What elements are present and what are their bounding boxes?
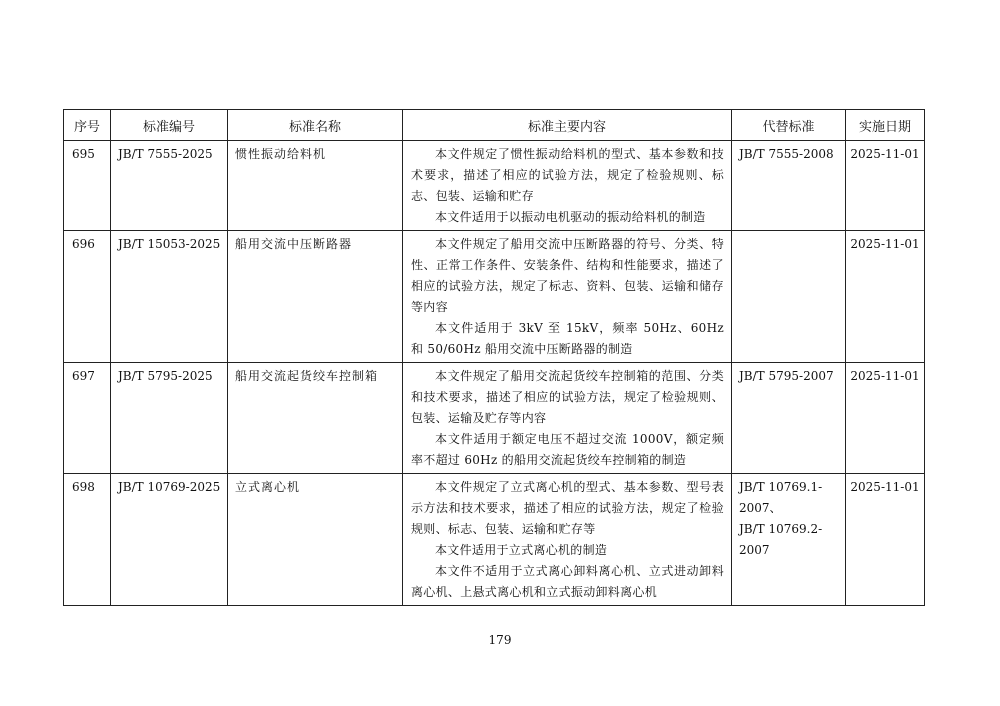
header-row [64, 110, 925, 141]
row-content [403, 141, 731, 230]
content-paragraph: 本文件规定了惯性振动给料机的型式、基本参数和技术要求，描述了相应的试验方法，规定了检验规则、标志、包装、运输和贮存 [411, 147, 724, 203]
row-seq: 698 [72, 480, 95, 494]
header-name: 标准名称 [228, 110, 403, 141]
content-paragraph: 本文件规定了船用交流中压断路器的符号、分类、特性、正常工作条件、安装条件、结构和性能要求，描述了相应的试验方法，规定了标志、资料、包装、运输和储存等内容 [411, 237, 724, 314]
row-standard-name: 惯性振动给料机 [235, 147, 327, 161]
row-standard-name: 立式离心机 [235, 480, 301, 494]
page-number: 179 [488, 633, 512, 647]
row-content [403, 474, 731, 605]
row-content [403, 363, 731, 473]
header-replaces: 代替标准 [732, 110, 846, 141]
replaced-standard: JB/T 7555-2008 [739, 147, 834, 161]
content-paragraph: 本文件适用于立式离心机的制造 [435, 543, 608, 557]
row-standard-code: JB/T 7555-2025 [118, 147, 213, 161]
row-seq: 696 [72, 237, 95, 251]
content-paragraph: 本文件适用于额定电压不超过交流 1000V，额定频率不超过 60Hz 的船用交流起货绞车控制箱的制造 [411, 432, 724, 467]
row-replaces [732, 141, 845, 165]
row-standard-code: JB/T 10769-2025 [118, 480, 221, 494]
table-row [64, 363, 925, 474]
row-effective-date: 2025-11-01 [850, 237, 920, 251]
content-paragraph: 本文件不适用于立式离心卸料离心机、立式进动卸料离心机、上悬式离心机和立式振动卸料离心机 [411, 564, 724, 599]
replaced-standard: JB/T 5795-2007 [739, 369, 834, 383]
content-paragraph: 本文件规定了船用交流起货绞车控制箱的范围、分类和技术要求，描述了相应的试验方法，规定了检验规则、包装、运输及贮存等内容 [411, 369, 724, 425]
header-content: 标准主要内容 [403, 110, 732, 141]
replaced-standard: JB/T 10769.2-2007 [739, 522, 823, 557]
standards-table [63, 109, 925, 606]
table-row [64, 141, 925, 231]
row-effective-date: 2025-11-01 [850, 369, 920, 383]
header-code: 标准编号 [111, 110, 228, 141]
row-effective-date: 2025-11-01 [850, 480, 920, 494]
replaced-standard: JB/T 10769.1-2007、 [739, 480, 823, 515]
row-standard-name: 船用交流中压断路器 [235, 237, 353, 251]
row-standard-code: JB/T 5795-2025 [118, 369, 213, 383]
row-standard-name: 船用交流起货绞车控制箱 [235, 369, 379, 383]
row-seq: 695 [72, 147, 95, 161]
row-content [403, 231, 731, 362]
row-replaces [732, 474, 845, 561]
row-effective-date: 2025-11-01 [850, 147, 920, 161]
content-paragraph: 本文件规定了立式离心机的型式、基本参数、型号表示方法和技术要求，描述了相应的试验方法，规定了检验规则、标志、包装、运输和贮存等 [411, 480, 724, 536]
row-replaces [732, 363, 845, 387]
table-row [64, 231, 925, 363]
row-replaces [732, 231, 845, 234]
content-paragraph: 本文件适用于 3kV 至 15kV，频率 50Hz、60Hz 和 50/60Hz 船用交流中压断路器的制造 [411, 321, 724, 356]
header-date: 实施日期 [846, 110, 925, 141]
row-standard-code: JB/T 15053-2025 [118, 237, 221, 251]
content-paragraph: 本文件适用于以振动电机驱动的振动给料机的制造 [435, 210, 706, 224]
row-seq: 697 [72, 369, 95, 383]
table-row [64, 474, 925, 606]
header-seq: 序号 [64, 110, 111, 141]
